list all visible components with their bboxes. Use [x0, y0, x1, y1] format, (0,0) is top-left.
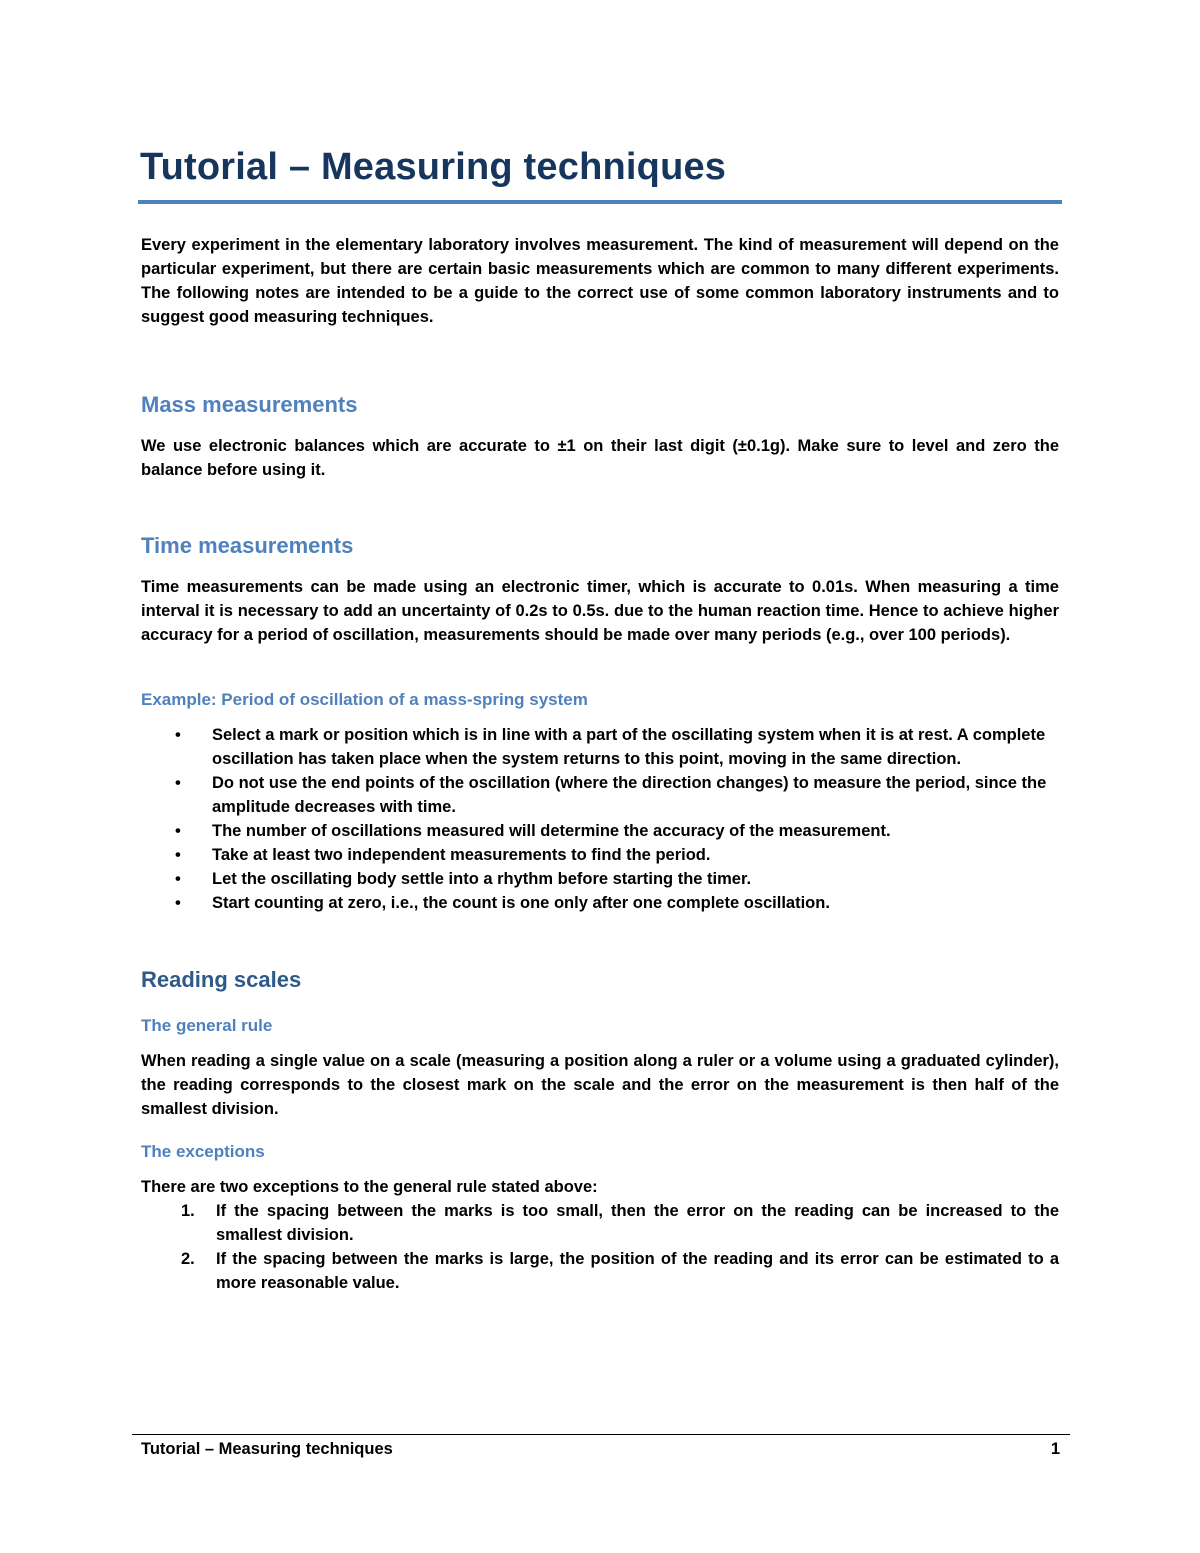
time-heading: Time measurements: [141, 533, 354, 558]
exceptions-list: [141, 1199, 1059, 1295]
list-item: • Start counting at zero, i.e., the count is one only after one complete oscillation.: [141, 891, 1061, 915]
bullet-marker: •: [175, 894, 181, 912]
bullet-marker: •: [175, 846, 181, 864]
list-item: • Select a mark or position which is in line with a part of the oscillating system when it is at rest. A complete oscillation has taken place when the system returns to this point, moving in the same direction.: [141, 723, 1061, 771]
footer-divider: [132, 1434, 1070, 1435]
page-number: 1: [1050, 1440, 1060, 1458]
list-item: • Take at least two independent measurements to find the period.: [141, 843, 1061, 867]
exceptions-heading: The exceptions: [141, 1142, 265, 1161]
list-number: 1.: [181, 1202, 195, 1220]
document-title: Tutorial – Measuring techniques: [140, 146, 727, 188]
list-item: • The number of oscillations measured will determine the accuracy of the measurement.: [141, 819, 1061, 843]
list-number: 2.: [181, 1250, 195, 1268]
bullet-marker: •: [175, 870, 181, 888]
bullet-marker: •: [175, 774, 181, 792]
list-item: 2. If the spacing between the marks is large, the position of the reading and its error can be estimated to a more reasonable value.: [141, 1247, 1059, 1295]
title-underline: [138, 200, 1062, 204]
mass-paragraph: We use electronic balances which are accurate to ±1 on their last digit (±0.1g). Make sure to level and zero the balance before using it.: [141, 437, 1059, 479]
footer-title: Tutorial – Measuring techniques: [141, 1440, 393, 1458]
exceptions-intro: There are two exceptions to the general rule stated above:: [141, 1178, 598, 1196]
scales-heading: Reading scales: [141, 967, 302, 992]
example-heading: Example: Period of oscillation of a mass-spring system: [141, 690, 588, 709]
bullet-marker: •: [175, 822, 181, 840]
bullet-marker: •: [175, 726, 181, 744]
general-rule-paragraph: When reading a single value on a scale (measuring a position along a ruler or a volume using a graduated cylinder), the reading corresponds to the closest mark on the scale and the error on the measurement is then half of the smallest division.: [141, 1052, 1059, 1118]
time-paragraph: Time measurements can be made using an electronic timer, which is accurate to 0.01s. When measuring a time interval it is necessary to add an uncertainty of 0.2s to 0.5s. due to the human reaction time. Hence to achieve higher accuracy for a period of oscillation, measurements should be made over many periods (e.g., over 100 periods).: [141, 578, 1059, 644]
general-rule-heading: The general rule: [141, 1016, 273, 1035]
intro-paragraph: Every experiment in the elementary laboratory involves measurement. The kind of measurement will depend on the particular experiment, but there are certain basic measurements which are common to many different experiments. The following notes are intended to be a guide to the correct use of some common laboratory instruments and to suggest good measuring techniques.: [141, 236, 1059, 326]
list-item: • Do not use the end points of the oscillation (where the direction changes) to measure the period, since the amplitude decreases with time.: [141, 771, 1061, 819]
list-item: 1. If the spacing between the marks is too small, then the error on the reading can be increased to the smallest division.: [141, 1199, 1059, 1247]
mass-heading: Mass measurements: [141, 392, 358, 417]
list-item: • Let the oscillating body settle into a rhythm before starting the timer.: [141, 867, 1061, 891]
oscillation-tips-list: [141, 723, 1061, 915]
